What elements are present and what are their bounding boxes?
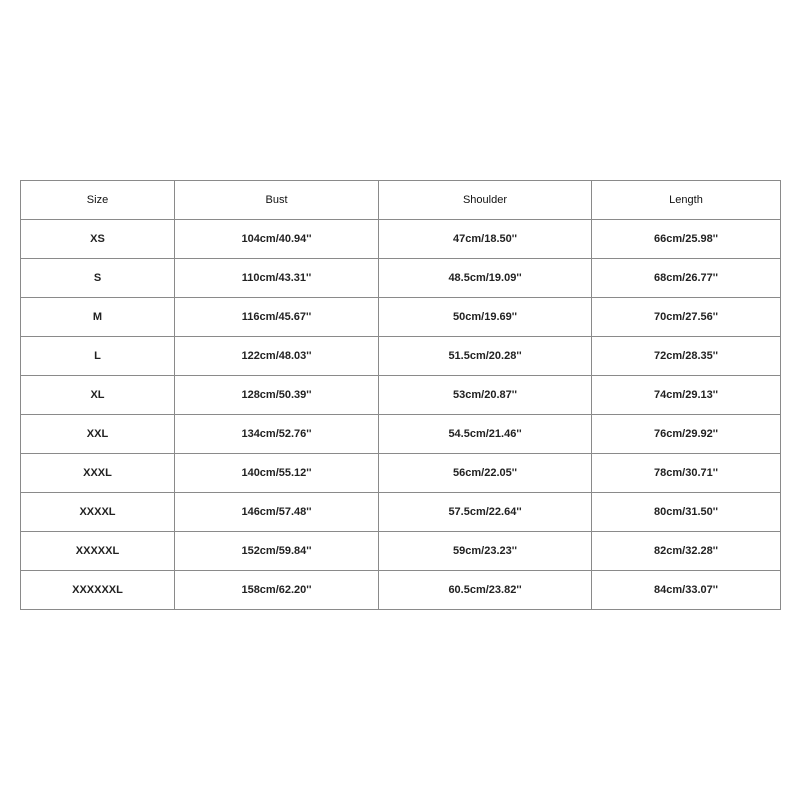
cell-bust: 158cm/62.20'' <box>175 571 379 610</box>
cell-shoulder: 57.5cm/22.64'' <box>379 493 592 532</box>
cell-shoulder: 54.5cm/21.46'' <box>379 415 592 454</box>
table-row <box>21 259 781 298</box>
cell-size: XXXL <box>21 454 175 493</box>
cell-bust: 134cm/52.76'' <box>175 415 379 454</box>
cell-shoulder: 48.5cm/19.09'' <box>379 259 592 298</box>
cell-length: 72cm/28.35'' <box>592 337 781 376</box>
cell-bust: 128cm/50.39'' <box>175 376 379 415</box>
header-shoulder: Shoulder <box>379 181 592 220</box>
size-chart-table <box>20 180 781 610</box>
table-row <box>21 220 781 259</box>
cell-bust: 116cm/45.67'' <box>175 298 379 337</box>
cell-bust: 146cm/57.48'' <box>175 493 379 532</box>
cell-length: 76cm/29.92'' <box>592 415 781 454</box>
cell-size: XXXXXL <box>21 532 175 571</box>
table-row <box>21 571 781 610</box>
cell-length: 78cm/30.71'' <box>592 454 781 493</box>
cell-bust: 140cm/55.12'' <box>175 454 379 493</box>
cell-size: XXXXL <box>21 493 175 532</box>
table-row <box>21 415 781 454</box>
cell-shoulder: 47cm/18.50'' <box>379 220 592 259</box>
cell-length: 70cm/27.56'' <box>592 298 781 337</box>
table-row <box>21 376 781 415</box>
cell-bust: 110cm/43.31'' <box>175 259 379 298</box>
header-bust: Bust <box>175 181 379 220</box>
table-row <box>21 298 781 337</box>
table-row <box>21 493 781 532</box>
cell-shoulder: 59cm/23.23'' <box>379 532 592 571</box>
cell-length: 84cm/33.07'' <box>592 571 781 610</box>
cell-shoulder: 60.5cm/23.82'' <box>379 571 592 610</box>
cell-length: 68cm/26.77'' <box>592 259 781 298</box>
cell-shoulder: 50cm/19.69'' <box>379 298 592 337</box>
cell-size: S <box>21 259 175 298</box>
cell-size: L <box>21 337 175 376</box>
cell-size: XXXXXXL <box>21 571 175 610</box>
cell-size: M <box>21 298 175 337</box>
cell-length: 66cm/25.98'' <box>592 220 781 259</box>
header-length: Length <box>592 181 781 220</box>
cell-shoulder: 51.5cm/20.28'' <box>379 337 592 376</box>
table-row <box>21 337 781 376</box>
cell-length: 74cm/29.13'' <box>592 376 781 415</box>
table-row <box>21 454 781 493</box>
header-size: Size <box>21 181 175 220</box>
header-row <box>21 181 781 220</box>
cell-shoulder: 56cm/22.05'' <box>379 454 592 493</box>
cell-size: XS <box>21 220 175 259</box>
cell-bust: 104cm/40.94'' <box>175 220 379 259</box>
cell-length: 80cm/31.50'' <box>592 493 781 532</box>
cell-size: XXL <box>21 415 175 454</box>
cell-size: XL <box>21 376 175 415</box>
cell-bust: 152cm/59.84'' <box>175 532 379 571</box>
table-row <box>21 532 781 571</box>
cell-shoulder: 53cm/20.87'' <box>379 376 592 415</box>
cell-bust: 122cm/48.03'' <box>175 337 379 376</box>
cell-length: 82cm/32.28'' <box>592 532 781 571</box>
